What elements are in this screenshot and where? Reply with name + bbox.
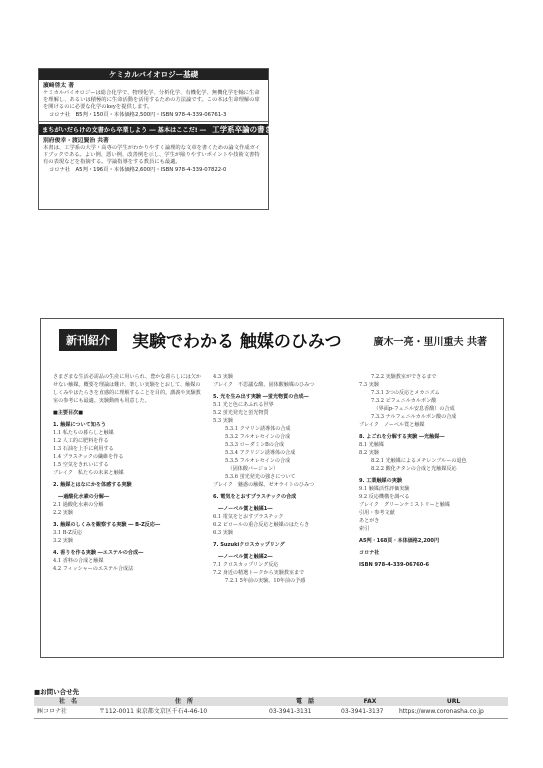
book1-author: 濵﨑啓太 著 [43,83,75,89]
toc-item: 8.2 実験 [359,450,379,456]
toc-item: 6.2 ピロールの重合反応と触媒のはたらき [213,522,310,528]
toc-item: 9.2 反応機構を調べる [359,494,410,500]
toc-item: 7.3 実験 [359,382,379,388]
book2-author: 別府俊幸・渡辺賢治 共著 [43,138,109,144]
toc-item: 7.2.1 5年前の実験、10年前の予感 [225,578,306,584]
toc-item: （固体酸バージョン） [225,466,279,472]
book-ads-box [38,68,280,210]
book2-price: コロナ社 A5判・196頁・本体価格2,600円・ISBN 978-4-339-07822-0 [49,167,227,173]
toc-item: 5.3.5 フルオレセインの合成 [225,458,291,464]
feature-title: 実験でわかる 触媒のひみつ [132,332,342,352]
toc-item: 5.1 光と色にあふれる世界 [213,402,274,408]
toc-chapter: A5判・168頁・本体価格2,200円 [359,538,440,544]
contact-title: ■お問い合せ先 [34,688,80,696]
toc-chapter: 4. 香りを作る実験 ―エステルの合成― [53,550,144,556]
toc-item: ブレイク グリーンケミストリーと触媒 [359,502,450,508]
toc-item: 8.2.2 酸化チタンの合成と光触媒反応 [371,466,457,472]
company-name: ㈱コロナ社 [37,708,68,715]
toc-item: 6.3 実験 [213,530,233,536]
header-address: 住 所 [174,698,193,705]
toc-item: 7.3.1 3つの反応とメカニズム [371,390,440,396]
toc-item: 1.2 人工的に肥料を作る [53,438,109,444]
toc-item: 5.3.4 アクリジン誘導体の合成 [225,450,296,456]
toc-item: 3.1 B-Z反応 [53,530,83,536]
toc-item: 6.1 電気をとおすプラスチック [213,514,284,520]
toc-chapter: 7. Suzukiクロスカップリング [213,542,285,548]
book1-entry [39,80,268,119]
toc-item: 7.1 クロスカップリング反応 [213,562,279,568]
feature-header [41,319,503,365]
toc-chapter: 8. よごれを分解する実験 ―光触媒― [359,434,445,440]
toc-item: 7.2 身近の精選トークから実験教室まで [213,570,305,576]
toc-item: 4.1 香料の合成と触媒 [53,558,104,564]
header-url: URL [446,698,461,705]
book1-price: コロナ社 B5判・150頁・本体価格2,500円・ISBN 978-4-339-06761-3 [49,112,227,118]
toc-chapter: 3. 触媒のしくみを観察する実験 ― B-Z反応― [53,522,161,528]
toc-item: ブレイク ノーベル賞と触媒 [359,422,425,428]
toc-chapter: ―過酸化水素の分解― [53,494,110,500]
toc-item: 5.3.3 ローダミンBの合成 [225,442,285,448]
header-fax: FAX [363,698,377,705]
company-address: 〒112-0011 東京都文京区千石4-46-10 [99,708,208,715]
toc-item: 5.2 蛍光発光と蛍光物質 [213,410,269,416]
toc-item: 5.3 実験 [213,418,233,424]
toc-chapter: ―ノーベル賞と触媒1― [213,506,273,512]
feature-authors: 廣木一亮・里川重夫 共著 [373,337,487,348]
toc-item: 4.2 フィッシャーのエステル合成法 [53,566,134,572]
toc-item: 1.1 私たちの暮らしと触媒 [53,430,114,436]
contact-row [34,706,508,719]
book2-title-bar [39,124,280,135]
toc-item: 4.3 実験 [213,374,233,380]
book1-description: ケミカルバイオロジーは総合化学で、物理化学、分析化学、有機化学、無機化学を軸に生命を理解し、あるいは積極的に生命活動を活用するための方法論です。この本は生命理解の扉を開けるのに必要な化学のkeyを提供します。 [43,90,260,110]
toc-item: 5.3.6 蛍光発光の強さについて [225,474,296,480]
toc-item: （界面p-フェニル安息香酸）の合成 [371,406,455,412]
toc-chapter: 5. 光を生み出す実験 ―蛍光物質の合成― [213,394,309,400]
toc-chapter: ISBN 978-4-339-06760-6 [359,562,430,568]
contact-section [34,688,508,719]
header-company: 社 名 [58,698,77,705]
company-phone: 03-3941-3131 [269,708,312,715]
toc-column-2 [213,373,314,585]
toc-item: 7.3.3 ナルフェニルカルボン酸の合成 [371,414,457,420]
toc-chapter: 2. 触媒とはなにかを体感する実験 [53,482,132,488]
toc-item: 5.3.2 フルオレセインの合成 [225,434,291,440]
toc-item: 2.1 過酸化水素の分解 [53,502,104,508]
toc-chapter: 6. 電気をとおすプラスチックの合成 [213,494,297,500]
toc-item: 3.2 実験 [53,538,73,544]
toc-chapter: ■主要目次■ [53,410,84,416]
book2-title: 工学系卒論の書き方 [212,125,280,134]
toc-chapter: コロナ社 [359,550,380,556]
book2-description: 本書は、工学系の大学・高専の学生がわかりやすく論理的な文章を書くための論文作成ガイドブックである。よい例、悪い例、改善例を示し、学生が陥りやすいポイントや技術文書特有の表現などを指摘する。学論指導をする教員にも最適。 [43,145,261,165]
toc-column-3 [359,373,467,569]
toc-item: ブレイク 私たちの未来と触媒 [53,470,124,476]
toc-item: 1.4 プラスチックの繊維を作る [53,454,124,460]
toc-item: 1.3 石油を上手に利用する [53,446,114,452]
toc-item: 5.3.1 クマリン誘導体の合成 [225,426,291,432]
toc-item: 8.2.1 光触媒によるメチレンブルーの退色 [371,458,467,464]
toc-item: 索引 [359,526,370,532]
toc-item: ブレイク 不思議な酸、固体酸触媒のひみつ [213,382,315,388]
book2-title-prefix: まちがいだらけの文書から卒業しよう ― 基本はここだ! ― [42,127,206,134]
toc-item: 7.3.2 ビフェニルカルボン酸 [371,398,437,404]
new-book-feature [40,318,504,658]
book2-entry [39,135,268,174]
toc-chapter: 9. 工業触媒の実験 [359,478,402,484]
toc-item: ブレイク 魅惑の触媒、ゼオライトのひみつ [213,482,315,488]
toc-item: 1.5 空気をきれいにする [53,462,109,468]
contact-table-header [34,697,508,706]
toc-item: 引用・参考文献 [359,510,395,516]
toc-item: 7.2.2 実験教室ができるまで [371,374,437,380]
toc-column-1 [53,373,203,573]
company-url-link[interactable]: https://www.coronasha.co.jp [399,708,484,715]
company-fax: 03-3941-3137 [341,708,384,715]
toc-item: 2.2 実験 [53,510,73,516]
header-phone: 電 話 [295,698,314,705]
book1-title: ケミカルバイオロジー基礎 [39,69,268,80]
book-intro: さまざまな生活必需品の生産に用いられ、豊かな暮らしには欠かせない触媒。概要を理論は難け、楽しい実験をとおして、触媒のしくみやはたらきを直感的に理解することを目的。講義や実験教室の参考にも最適。実験動画も用意した。 [53,374,202,404]
toc-item: 8.1 光触媒 [359,442,385,448]
new-book-tag: 新刊紹介 [59,329,117,351]
toc-chapter: ―ノーベル賞と触媒2― [213,554,273,560]
toc-item: 9.1 触媒活性評価実験 [359,486,410,492]
toc-chapter: 1. 触媒について知ろう [53,422,106,428]
divider [39,121,268,122]
toc-item: あとがき [359,518,380,524]
